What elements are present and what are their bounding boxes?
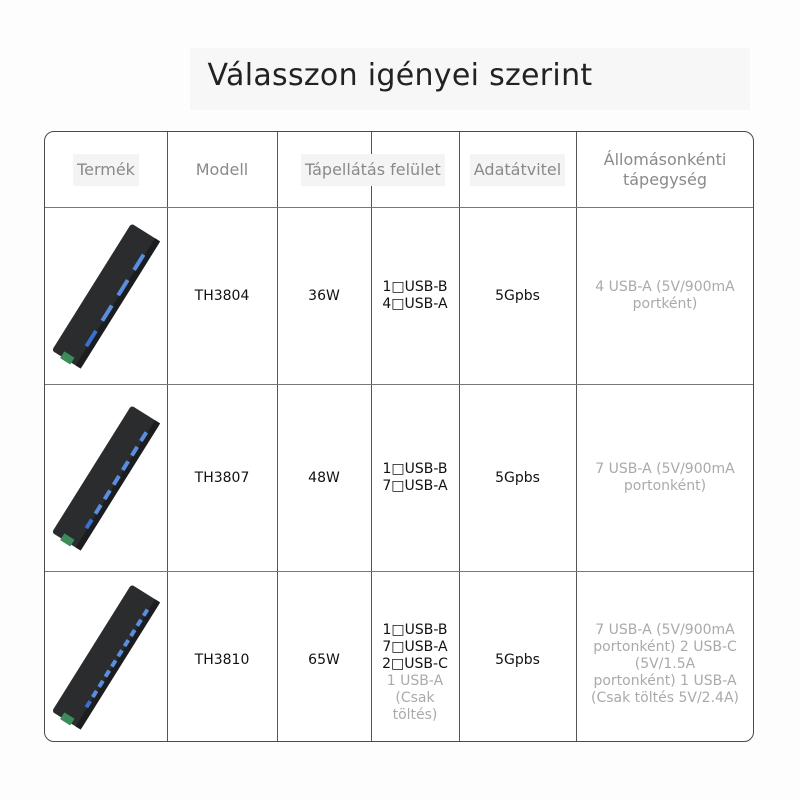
interface-cell [371,385,459,571]
data-rate-value: 5Gpbs [495,469,540,486]
header-model [167,132,277,207]
product-image-cell [45,572,167,742]
header-model-label: Modell [195,159,249,179]
page-title: Válasszon igényei szerint [207,58,593,93]
power-cell [277,208,371,384]
header-per-port-label: Állomásonkénti tápegység [603,149,727,189]
power-value: 36W [308,287,340,304]
interface-line: 1□USB-B [382,622,448,638]
model-cell [167,208,277,384]
power-value: 65W [308,652,340,668]
model-name: TH3810 [194,652,250,668]
hub-body [52,584,160,729]
per-port-line: portként) [632,296,698,312]
per-port-line: 4 USB-A (5V/900mA [595,279,735,295]
data-rate-cell [459,208,576,384]
model-cell [167,385,277,571]
usb-hub-image [45,208,167,384]
model-cell [167,572,277,742]
interface-cell [371,208,459,384]
hub-body-group [51,223,160,370]
per-port-line: portonként) 2 USB-C [593,639,737,655]
per-port-line: (5V/1.5A [634,656,696,672]
hub-body-group [51,584,160,731]
interface-extra-line: 1 USB-A [386,673,444,689]
per-port-cell [576,385,754,571]
power-value: 48W [308,469,340,486]
header-product [45,132,167,207]
power-cell [277,385,371,571]
interface-extra-line: töltés) [392,707,438,723]
header-interface [277,132,459,207]
per-port-line: 7 USB-A (5V/900mA [595,461,735,477]
interface-line: 2□USB-C [382,656,448,672]
per-port-line: portonként) 1 USB-A [593,673,737,689]
header-data [459,132,576,207]
data-rate-value: 5Gpbs [495,287,540,304]
data-rate-cell [459,572,576,742]
per-port-line: portonként) [623,478,707,494]
data-rate-cell [459,385,576,571]
usb-hub-image [45,572,167,742]
per-port-line: 7 USB-A (5V/900mA [595,622,735,638]
usb-hub-image [45,385,167,571]
interface-line: 1□USB-B [382,279,448,295]
per-port-line: (Csak töltés 5V/2.4A) [591,690,739,706]
power-cell [277,572,371,742]
product-image-cell [45,208,167,384]
interface-line: 7□USB-A [382,639,448,655]
hub-body [52,223,160,368]
model-name: TH3807 [194,469,250,486]
comparison-table [44,131,754,742]
hub-body [52,405,160,550]
per-port-cell [576,208,754,384]
hub-body-group [51,405,160,552]
model-name: TH3804 [194,287,250,304]
interface-extra-line: (Csak [395,690,435,706]
interface-line: 4□USB-A [382,296,448,312]
header-per-port [576,132,754,207]
product-image-cell [45,385,167,571]
interface-cell [371,572,459,742]
header-product-label: Termék [73,154,139,186]
per-port-cell [576,572,754,742]
header-data-label: Adatátvitel [470,154,565,186]
data-rate-value: 5Gpbs [495,652,540,668]
interface-line: 1□USB-B [382,461,448,477]
header-interface-label: Tápellátás felület [301,154,445,186]
interface-line: 7□USB-A [382,478,448,494]
